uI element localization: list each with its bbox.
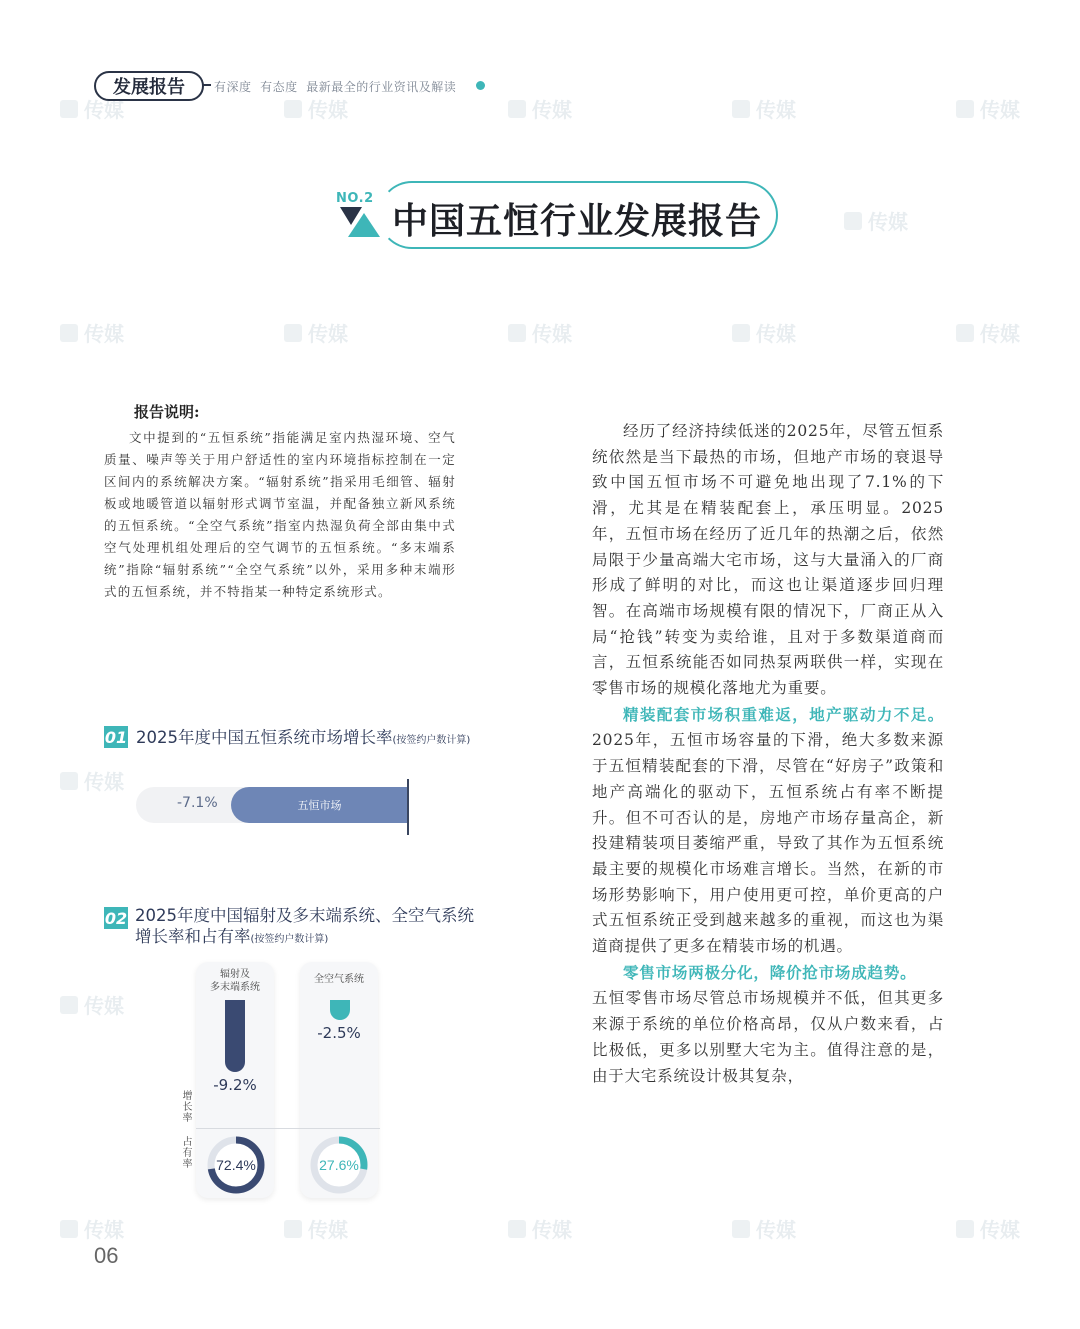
watermark: 传媒 [956, 318, 1020, 347]
triangle-icon [340, 207, 380, 237]
axis-label-growth: 增长率 [180, 1090, 191, 1123]
watermark: 传媒 [732, 1214, 796, 1243]
note-title: 报告说明: [134, 403, 200, 421]
growth-bar-all-air [330, 1000, 350, 1020]
section-tag: 发展报告 [94, 71, 204, 101]
axis-label-share: 占有率 [180, 1136, 191, 1169]
watermark: 传媒 [508, 1214, 572, 1243]
zero-axis [407, 779, 409, 835]
bar-five-constant-market [231, 787, 408, 823]
article-body [592, 419, 944, 1089]
section-number: 02 [104, 908, 128, 928]
bar-category-label: 五恒市场 [297, 799, 342, 812]
dot-icon [476, 81, 485, 90]
watermark: 传媒 [956, 94, 1020, 123]
watermark: 传媒 [508, 94, 572, 123]
section-number: 01 [104, 727, 128, 747]
divider [196, 1128, 380, 1129]
watermark: 传媒 [732, 94, 796, 123]
watermark: 传媒 [60, 990, 124, 1019]
subheading: 零售市场两极分化，降价抢市场成趋势。 [623, 962, 917, 982]
share-value-all-air: 27.6% [319, 1157, 359, 1173]
watermark: 传媒 [732, 318, 796, 347]
category-label-radiant: 辐射及 多末端系统 [210, 969, 260, 993]
subheading: 精装配套市场积重难返，地产驱动力不足。 [623, 704, 944, 724]
share-value-radiant: 72.4% [216, 1157, 256, 1173]
section-title: 2025年度中国五恒系统市场增长率(按签约户数计算) [136, 728, 471, 747]
bar-value-label: -7.1% [177, 795, 218, 811]
growth-bar-radiant [225, 1000, 245, 1072]
growth-value-all-air: -2.5% [317, 1023, 361, 1042]
share-donut-radiant [205, 1134, 267, 1196]
watermark: 传媒 [60, 318, 124, 347]
watermark: 传媒 [284, 94, 348, 123]
watermark: 传媒 [60, 94, 124, 123]
watermark: 传媒 [844, 206, 908, 235]
issue-number: NO.2 [336, 191, 374, 206]
page-number: 06 [94, 1243, 119, 1268]
growth-value-radiant: -9.2% [213, 1076, 257, 1094]
watermark: 传媒 [508, 318, 572, 347]
section-title: 2025年度中国辐射及多末端系统、全空气系统 增长率和占有率(按签约户数计算) [135, 906, 474, 946]
watermark: 传媒 [60, 1214, 124, 1243]
paragraph: 零售市场两极分化，降价抢市场成趋势。 五恒零售市场尽管总市场规模并不低，但其更多来源于系统的单位价格高昂，仅从户数来看，占比极低，更多以别墅大宅为主。值得注意的是，由于大宅系统设计极其复杂， [592, 962, 944, 1085]
header-slogan: 有深度 有态度 最新最全的行业资讯及解读 [214, 80, 457, 94]
note-body: 文中提到的“五恒系统”指能满足室内热湿环境、空气质量、噪声等关于用户舒适性的室内环境指标控制在一定区间内的系统解决方案。“辐射系统”指采用毛细管、辐射板或地暖管道以辐射形式调节室温，并配备独立新风系统的五恒系统。“全空气系统”指室内热湿负荷全部由集中式空气处理机组处理后的空气调节的五恒系统。“多末端系统”指除“辐射系统”“全空气系统”以外，采用多种末端形式的五恒系统，并不特指某一种特定系统形式。 [104, 430, 456, 599]
paragraph: 经历了经济持续低迷的2025年，尽管五恒系统依然是当下最热的市场，但地产市场的衰退导致中国五恒市场不可避免地出现了7.1%的下滑，尤其是在精装配套上，承压明显。2025年，五恒市场在经历了近几年的热潮之后，依然局限于少量高端大宅市场，这与大量涌入的厂商形成了鲜明的对比，而这也让渠道逐步回归理智。在高端市场规模有限的情况下，厂商正从入局“抢钱”转变为卖给谁，且对于多数渠道商而言，五恒系统能否如同热泵两联供一样，实现在零售市场的规模化落地尤为重要。 [592, 422, 944, 698]
page-title: 中国五恒行业发展报告 [392, 200, 763, 242]
category-label-all-air: 全空气系统 [314, 974, 364, 985]
watermark: 传媒 [956, 1214, 1020, 1243]
watermark: 传媒 [284, 1214, 348, 1243]
watermark: 传媒 [284, 318, 348, 347]
paragraph: 精装配套市场积重难返，地产驱动力不足。2025年，五恒市场容量的下滑，绝大多数来源于五恒精装配套的下滑，尽管在“好房子”政策和地产高端化的驱动下，五恒系统占有率不断提升。但不可否认的是，房地产市场存量高企，新投建精装项目萎缩严重，导致了其作为五恒系统最主要的规模化市场难言增长。当然，在新的市场形势影响下，用户使用更可控，单价更高的户式五恒系统正受到越来越多的重视，而这也为渠道商提供了更多在精装市场的机遇。 [592, 704, 944, 956]
share-donut-all-air [308, 1134, 370, 1196]
watermark: 传媒 [60, 766, 124, 795]
